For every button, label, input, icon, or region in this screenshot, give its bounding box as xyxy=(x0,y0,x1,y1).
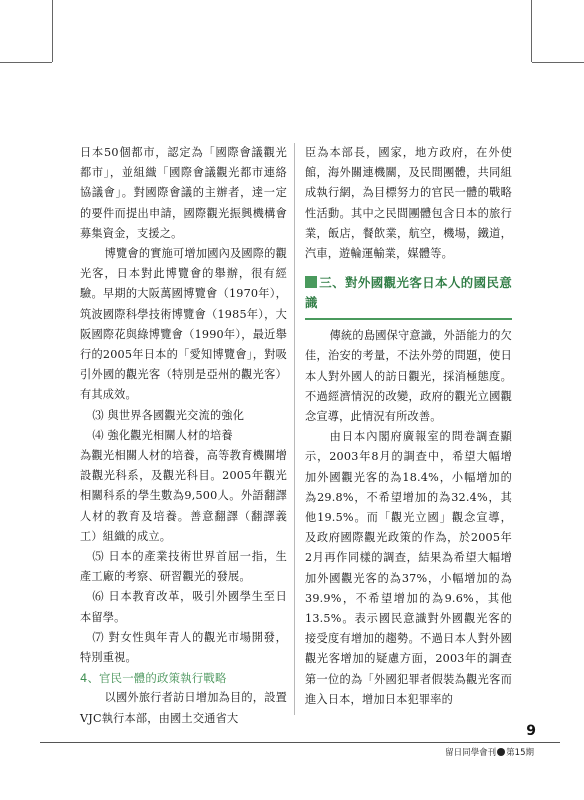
page-number: 9 xyxy=(526,723,536,739)
subheading: 4、官民一體的政策執行戰略 xyxy=(80,671,227,686)
section-heading xyxy=(305,273,512,320)
left-column xyxy=(80,143,287,729)
column-divider xyxy=(294,143,295,715)
square-bullet-icon xyxy=(305,276,317,288)
crop-mark xyxy=(52,0,53,62)
paragraph: 以國外旅行者訪日增加為目的，設置VJC執行本部，由國土交通省大 xyxy=(80,691,287,725)
dot-icon xyxy=(497,748,505,756)
right-column xyxy=(305,143,512,710)
footer-publication: 留日同學會刊 xyxy=(445,748,497,758)
list-item: ⑹ 日本教育改革，吸引外國學生至日本留學。 xyxy=(80,590,287,624)
list-item: ⑺ 對女性與年青人的觀光市場開發，特別重視。 xyxy=(80,630,287,665)
paragraph: 為觀光相關人材的培養，高等教育機關增設觀光科系，及觀光科目。2005年觀光相關科系的學生數為9,500人。外語翻譯人材的教育及培養。善意翻譯（翻譯義工）組織的成立。 xyxy=(80,449,287,543)
paragraph: 傳統的島國保守意識，外語能力的欠佳，治安的考量，不法外勞的問題，使日本人對外國人的訪日觀光，採消極態度。不過經濟情況的改變，政府的觀光立國觀念宣導，此情況有所改善。 xyxy=(305,329,512,424)
paragraph: 日本50個都市，認定為「國際會議觀光都市」，並組織「國際會議觀光都市連絡協議會」。對國際會議的主辦者，達一定的要件而提出申請，國際觀光振興機構會募集資金，支援之。 xyxy=(80,146,287,240)
section-heading-text: 三、對外國觀光客日本人的國民意識 xyxy=(305,275,512,311)
list-item: ⑷ 強化觀光相關人材的培養 xyxy=(92,428,233,442)
crop-mark xyxy=(532,62,584,63)
footer-issue: 第15期 xyxy=(506,748,534,758)
list-item: ⑸ 日本的產業技術世界首屈一指，生產工廠的考察、研習觀光的發展。 xyxy=(80,550,287,584)
footer-rule xyxy=(40,742,560,743)
paragraph: 由日本內閣府廣報室的問卷調查顯示，2003年8月的調查中，希望大幅增加外國觀光客的為18.4%，小幅增加的為29.8%，不希望增加的為32.4%，其他19.5%。而「觀光立國」觀念宣導，及政府國際觀光政策的作為，於2005年2月再作同樣的調查，結果為希望大幅增加外國觀光客的為37%，小幅增加的為39.9%，不希望增加的為9.6%，其他13.5%。表示國民意識對外國觀光客的接受度有增加的趨勢。不過日本人對外國觀光客增加的疑慮方面，2003年的調查第一位的為「外國犯罪者假裝為觀光客而進入日本，增加日本犯罪率的 xyxy=(305,430,512,706)
footer xyxy=(445,746,534,758)
crop-mark xyxy=(0,62,52,63)
crop-mark xyxy=(531,0,532,62)
paragraph: 博覽會的實施可增加國內及國際的觀光客，日本對此博覽會的舉辦，很有經驗。早期的大阪萬國博覽會（1970年），筑波國際科學技術博覽會（1985年），大阪國際花與綠博覽會（1990年），最近舉行的2005年日本的「愛知博覽會」，對吸引外國的觀光客（特別是亞州的觀光客）有其成效。 xyxy=(80,247,287,402)
list-item: ⑶ 與世界各國觀光交流的強化 xyxy=(92,408,245,422)
paragraph: 臣為本部長，國家，地方政府，在外使館，海外關連機關，及民間團體，共同組成執行網，為目標努力的官民一體的戰略性活動。其中之民間團體包含日本的旅行業，飯店，餐飲業，航空，機場，鐵道，汽車，遊輪運輸業，媒體等。 xyxy=(305,146,512,261)
